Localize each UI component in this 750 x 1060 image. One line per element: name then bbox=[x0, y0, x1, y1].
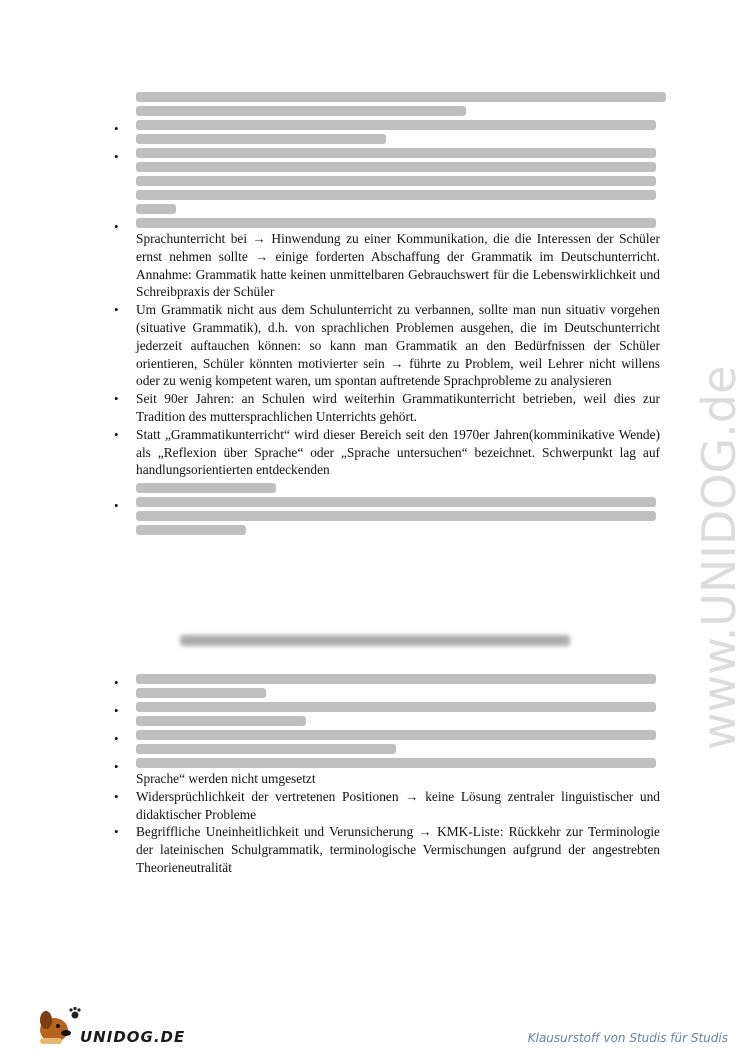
bullet-text: Sprachunterricht bei → Hinwendung zu einer Kommunikation, die die Interessen der Schüler ernst nehmen sollte → einige forderten Abschaffung der Grammatik im Deutschunterricht. Annahme: Grammatik hatte keinen unmittelbaren Gebrauchswert für die Lebenswirklichkeit und Schreibpraxis der Schüler bbox=[136, 231, 660, 300]
bullet-item bbox=[114, 218, 660, 301]
logo-text: UNIDOG.DE bbox=[80, 1028, 186, 1046]
bullet-icon: • bbox=[114, 824, 119, 840]
blurred-bullet bbox=[114, 702, 660, 726]
unidog-logo[interactable] bbox=[30, 1000, 210, 1050]
bullet-item bbox=[114, 301, 660, 390]
bullet-icon: • bbox=[114, 121, 119, 136]
bullet-text: Statt „Grammatikunterricht“ wird dieser Bereich seit den 1970er Jahren(komminikative Wende) als „Reflexion über Sprache“ oder „Sprache untersuchen“ bezeichnet. Schwerpunkt lag auf handlungsorientierten entdeckenden bbox=[136, 426, 660, 478]
bullet-icon: • bbox=[114, 149, 119, 164]
bullet-icon: • bbox=[114, 426, 119, 442]
bullet-item bbox=[114, 390, 660, 426]
watermark bbox=[640, 210, 750, 770]
bullet-text: Seit 90er Jahren: an Schulen wird weiterhin Grammatikunterricht betrieben, weil dies zur Tradition des muttersprachlichen Unterrichts gehört. bbox=[136, 391, 660, 424]
bullet-item bbox=[114, 823, 660, 876]
footer-slogan: Klausurstoff von Studis für Studis bbox=[527, 1031, 728, 1045]
bullet-icon: • bbox=[114, 498, 119, 514]
blurred-intro bbox=[136, 92, 660, 116]
document-content-2 bbox=[114, 670, 660, 877]
document-content bbox=[114, 88, 660, 539]
bullet-text: Widersprüchlichkeit der vertretenen Positionen → keine Lösung zentraler linguistischer und didaktischer Probleme bbox=[136, 788, 660, 822]
bullet-text: Begriffliche Uneinheitlichkeit und Verunsicherung → KMK-Liste: Rückkehr zur Terminologie der lateinischen Schulgrammatik, terminologische Vermischungen aufgrund der angestrebten Theorieneutralität bbox=[136, 824, 660, 875]
bullet-text: Sprache“ werden nicht umgesetzt bbox=[136, 771, 316, 786]
bullet-icon: • bbox=[114, 391, 119, 407]
bullet-item bbox=[114, 426, 660, 493]
bullet-icon: • bbox=[114, 219, 119, 234]
bullet-item bbox=[114, 758, 660, 788]
bullet-icon: • bbox=[114, 703, 119, 718]
blurred-bullet bbox=[114, 674, 660, 698]
blurred-bullet bbox=[114, 120, 660, 144]
watermark-text: www.UNIDOG.de bbox=[692, 365, 746, 750]
bullet-icon: • bbox=[114, 675, 119, 690]
watermark-svg bbox=[640, 210, 750, 770]
paw-icon bbox=[68, 1006, 82, 1020]
bullet-item bbox=[114, 788, 660, 824]
bullet-icon: • bbox=[114, 788, 119, 804]
bullet-icon: • bbox=[114, 759, 119, 774]
blurred-bullet bbox=[114, 148, 660, 214]
blurred-bullet bbox=[114, 497, 660, 535]
bullet-text: Um Grammatik nicht aus dem Schulunterricht zu verbannen, sollte man nun situativ vorgehen (situative Grammatik), d.h. von sprachlichen Problemen ausgehen, die im Deutschunterricht jederzeit auftauchen können: so kann man Grammatik an den Bedürfnissen der Schüler orientieren, Schüler könnten motivierter sein → führte zu Problem, weil Lehrer nicht willens oder zu wenig kompetent waren, um spontan auftretende Sprachprobleme zu analysieren bbox=[136, 302, 660, 389]
bullet-icon: • bbox=[114, 302, 119, 318]
section-heading-blurred bbox=[0, 632, 750, 648]
bullet-icon: • bbox=[114, 731, 119, 746]
blurred-bullet bbox=[114, 730, 660, 754]
